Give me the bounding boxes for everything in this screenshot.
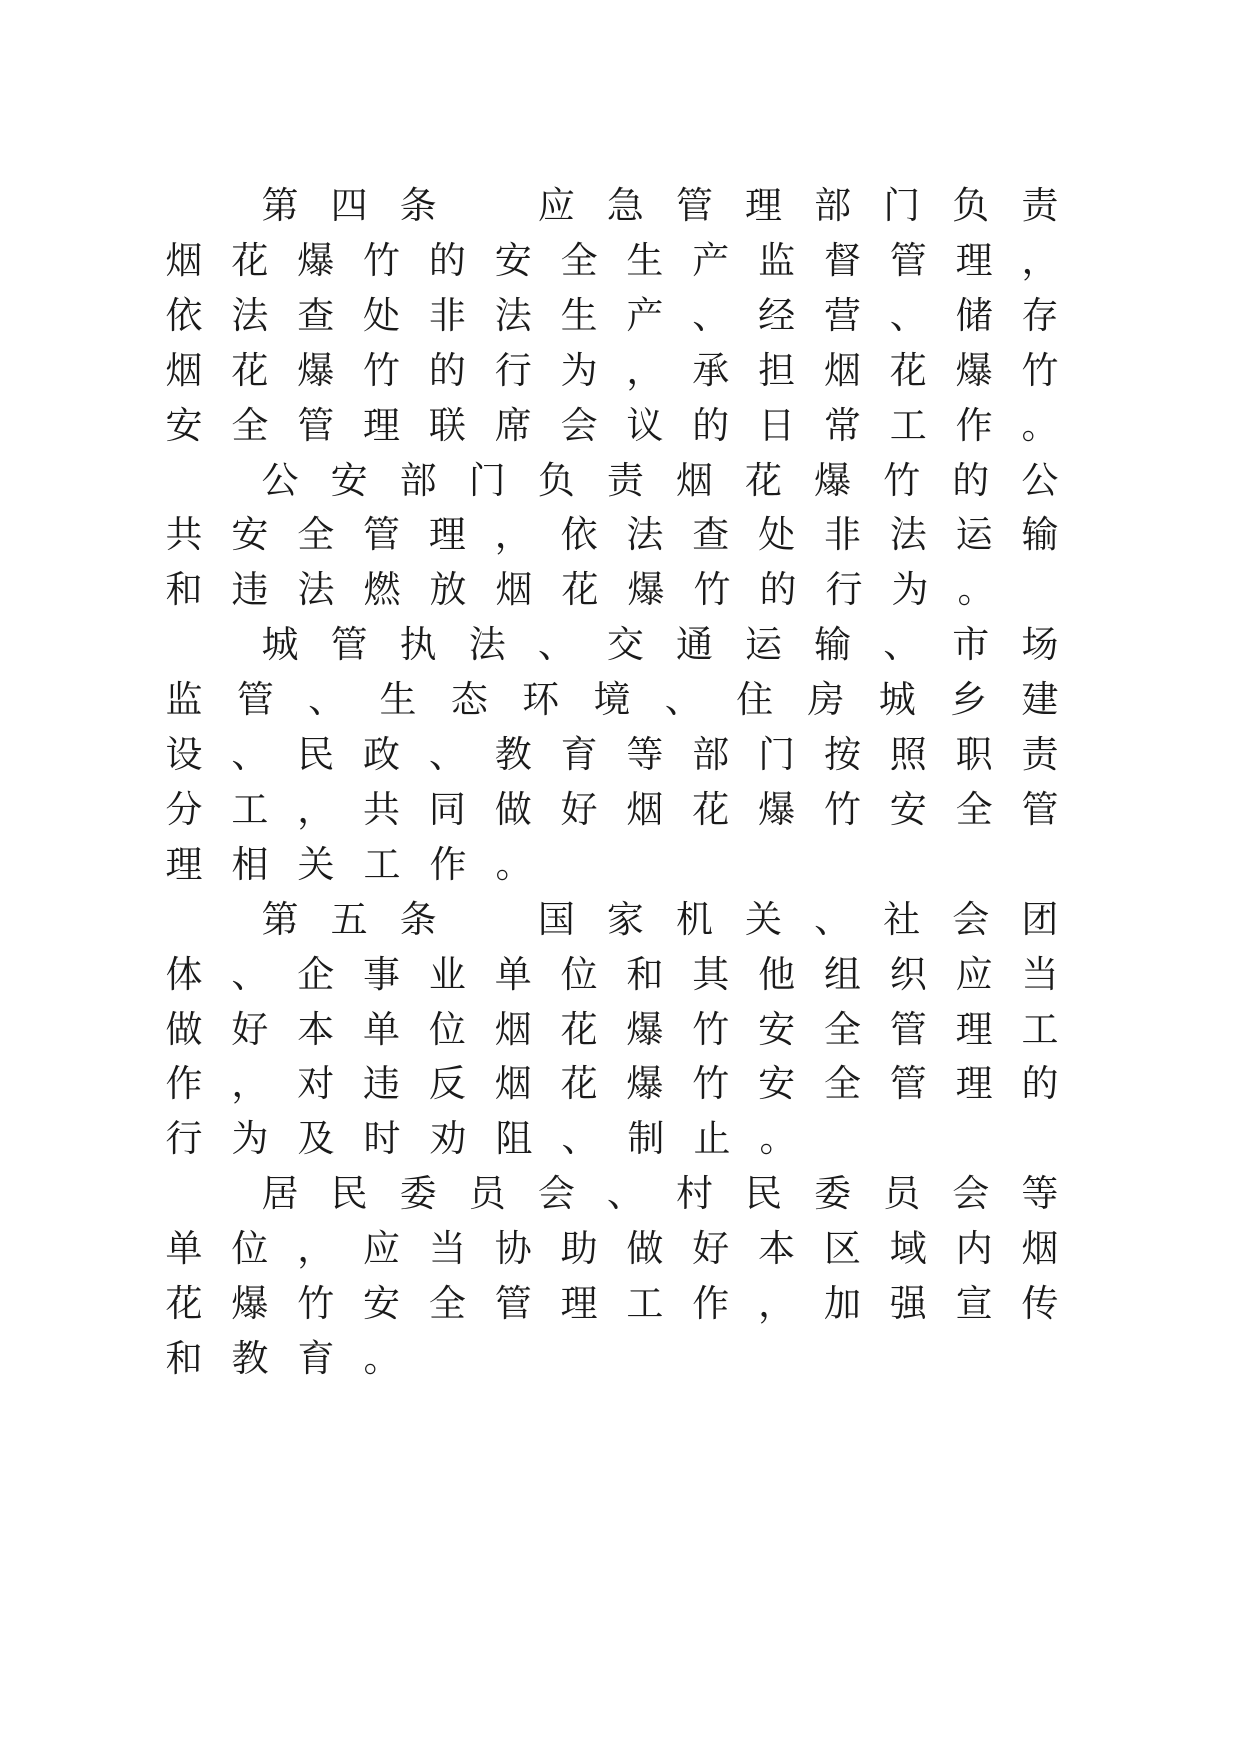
text-line: 和 违 法 燃 放 烟 花 爆 竹 的 行 为 。 (165, 568, 995, 612)
text-line: 安 全 管 理 联 席 会 议 的 日 常 工 作 。 (165, 403, 1059, 447)
text-line: 依 法 查 处 非 法 生 产 、 经 营 、 储 存 (165, 293, 1059, 337)
text-line: 体 、 企 事 业 单 位 和 其 他 组 织 应 当 (165, 952, 1059, 996)
text-line: 烟 花 爆 竹 的 安 全 生 产 监 督 管 理 ， (165, 238, 1059, 282)
text-line: 设 、 民 政 、 教 育 等 部 门 按 照 职 责 (165, 733, 1059, 776)
text-line: 公 安 部 门 负 责 烟 花 爆 竹 的 公 (261, 458, 1059, 502)
text-line: 作 ， 对 违 反 烟 花 爆 竹 安 全 管 理 的 (165, 1062, 1059, 1106)
text-line: 理 相 关 工 作 。 (165, 842, 533, 886)
text-line: 单 位 ， 应 当 协 助 做 好 本 区 域 内 烟 (165, 1227, 1059, 1271)
text-line: 和 教 育 。 (165, 1336, 401, 1380)
text-line: 城 管 执 法 、 交 通 运 输 、 市 场 (261, 623, 1059, 667)
text-line: 花 爆 竹 安 全 管 理 工 作 ， 加 强 宣 传 (165, 1282, 1059, 1325)
text-line: 行 为 及 时 劝 阻 、 制 止 。 (165, 1117, 797, 1161)
text-line: 烟 花 爆 竹 的 行 为 ， 承 担 烟 花 爆 竹 (165, 348, 1059, 392)
text-line: 做 好 本 单 位 烟 花 爆 竹 安 全 管 理 工 (165, 1007, 1059, 1051)
text-line: 第 四 条 应 急 管 理 部 门 负 责 (261, 184, 1059, 227)
text-line: 第 五 条 国 家 机 关 、 社 会 团 (261, 897, 1059, 941)
text-line: 监 管 、 生 态 环 境 、 住 房 城 乡 建 (165, 678, 1059, 722)
text-line: 居 民 委 员 会 、 村 民 委 员 会 等 (261, 1172, 1059, 1216)
text-line: 分 工 ， 共 同 做 好 烟 花 爆 竹 安 全 管 (165, 787, 1059, 831)
text-line: 共 安 全 管 理 ， 依 法 查 处 非 法 运 输 (165, 513, 1059, 557)
